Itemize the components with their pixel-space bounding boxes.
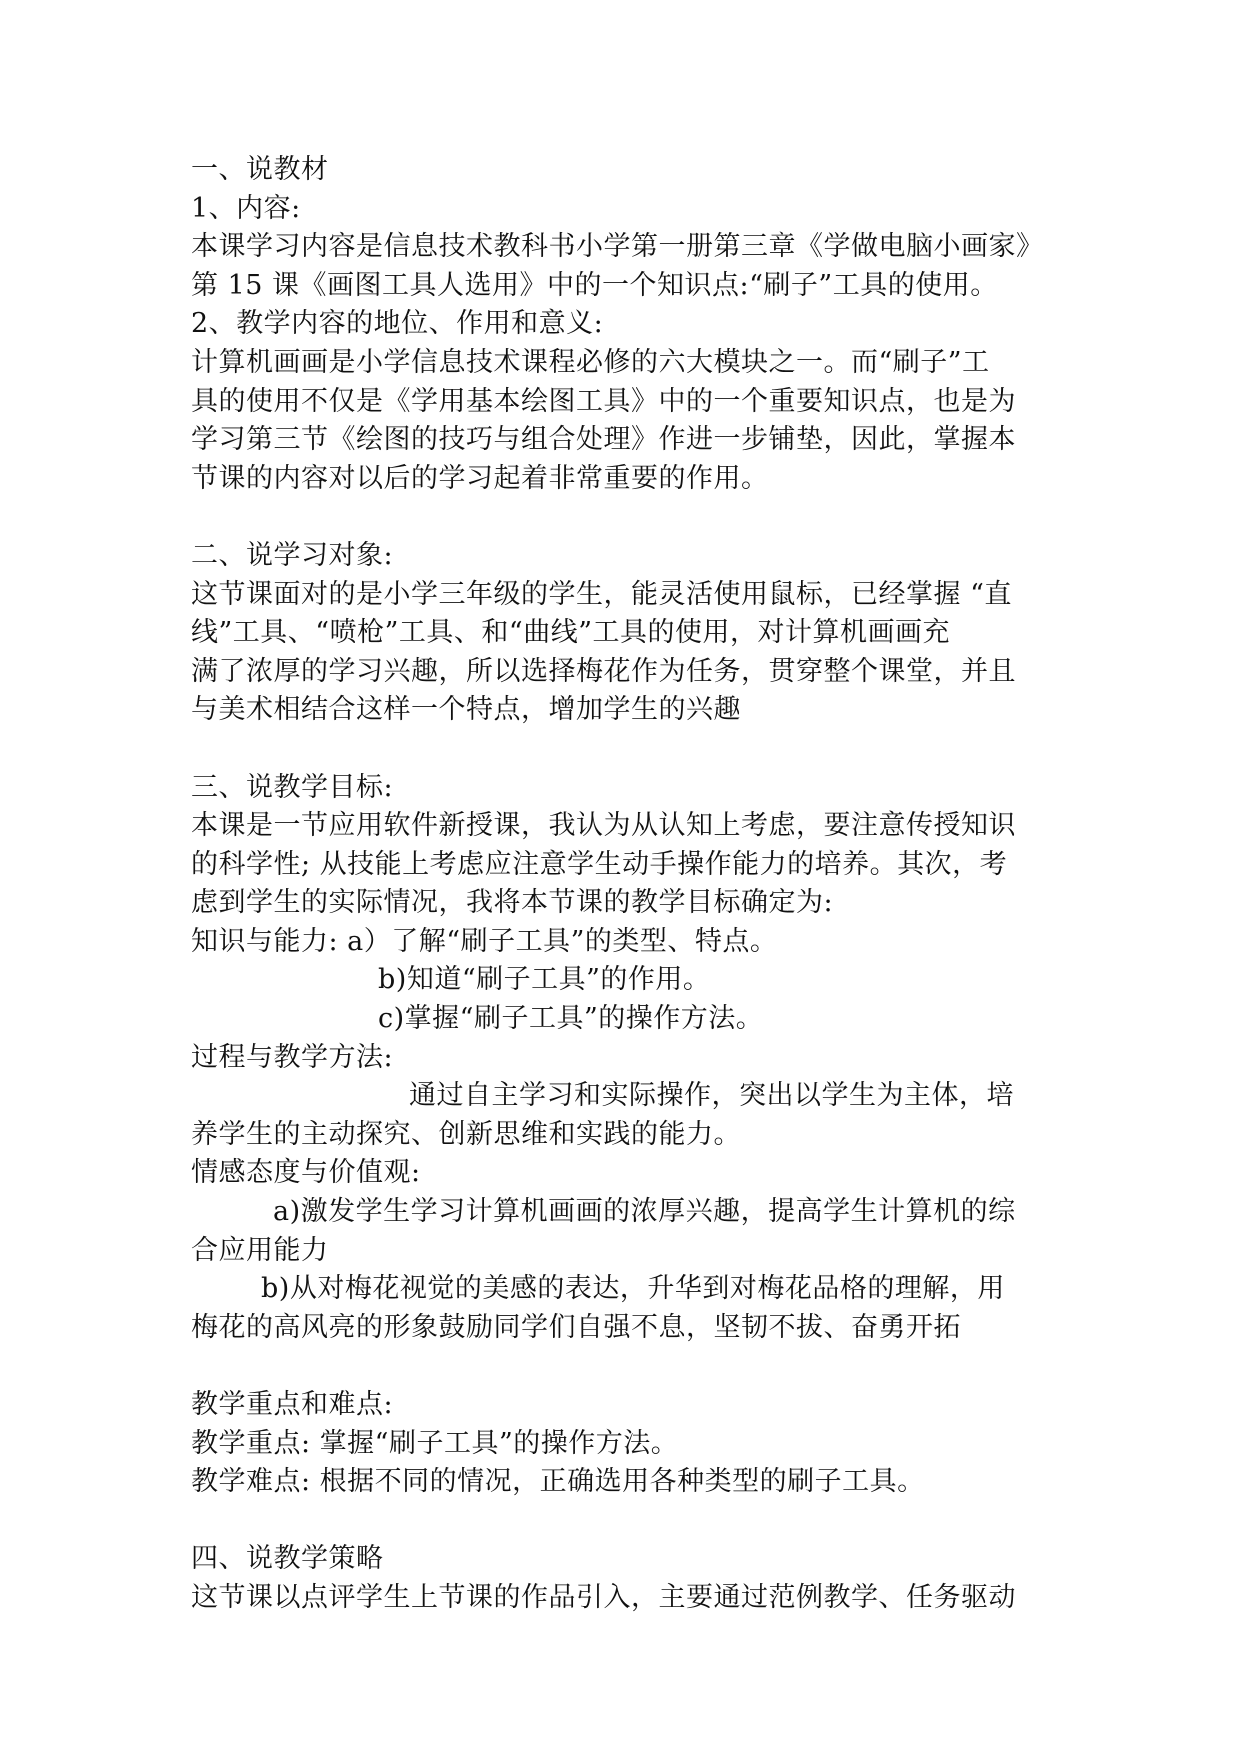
subheading-status-role-significance: 2、教学内容的地位、作用和意义: [191, 308, 604, 340]
paragraph-line: 计算机画画是小学信息技术课程必修的六大模块之一。而“刷子”工 [191, 346, 990, 378]
difficult-point: 教学难点: 根据不同的情况，正确选用各种类型的刷子工具。 [191, 1466, 925, 1498]
paragraph-line: 本课是一节应用软件新授课，我认为从认知上考虑，要注意传授知识 [191, 810, 1016, 842]
paragraph-line: 梅花的高风亮的形象鼓励同学们自强不息，坚韧不拔、奋勇开拓 [191, 1311, 961, 1343]
section-heading-teaching-objectives: 三、说教学目标: [191, 771, 394, 803]
paragraph-line: 虑到学生的实际情况，我将本节课的教学目标确定为: [191, 887, 834, 919]
blank-line [191, 498, 1051, 537]
paragraph-line: 的科学性; 从技能上考虑应注意学生动手操作能力的培养。其次，考 [191, 848, 1008, 880]
key-point: 教学重点: 掌握“刷子工具”的操作方法。 [191, 1427, 679, 1459]
paragraph-line: 通过自主学习和实际操作，突出以学生为主体，培 [409, 1080, 1014, 1112]
section-heading-learners: 二、说学习对象: [191, 539, 394, 571]
blank-line [191, 1347, 1051, 1386]
objective-emotion-b: b)从对梅花视觉的美感的表达，升华到对梅花品格的理解，用 [261, 1273, 1005, 1305]
paragraph-line: 这节课以点评学生上节课的作品引入，主要通过范例教学、任务驱动 [191, 1581, 1016, 1613]
paragraph-line: 与美术相结合这样一个特点，增加学生的兴趣 [191, 694, 741, 726]
objective-knowledge-b: b)知道“刷子工具”的作用。 [378, 964, 711, 996]
paragraph-line: 线”工具、“喷枪”工具、和“曲线”工具的使用，对计算机画画充 [191, 617, 951, 649]
objective-emotion-a: a)激发学生学习计算机画画的浓厚兴趣，提高学生计算机的综 [273, 1196, 1016, 1228]
subheading-key-difficult-points: 教学重点和难点: [191, 1389, 394, 1420]
paragraph-line: 第 15 课《画图工具人选用》中的一个知识点:“刷子”工具的使用。 [191, 269, 998, 301]
paragraph-line: 学习第三节《绘图的技巧与组合处理》作进一步铺垫，因此，掌握本 [191, 424, 1016, 456]
objective-knowledge-c: c)掌握“刷子工具”的操作方法。 [378, 1003, 764, 1035]
paragraph-line: 本课学习内容是信息技术教科书小学第一册第三章《学做电脑小画家》 [191, 231, 1044, 263]
blank-line [191, 730, 1051, 769]
subheading-content: 1、内容: [191, 192, 301, 224]
subheading-emotion-values: 情感态度与价值观: [191, 1157, 421, 1189]
section-heading-teaching-material: 一、说教材 [191, 154, 329, 185]
paragraph-line: 合应用能力 [191, 1234, 329, 1266]
blank-line [191, 1502, 1051, 1541]
subheading-process-method: 过程与教学方法: [191, 1041, 394, 1073]
document-body [191, 151, 1051, 1618]
objective-knowledge-a: 知识与能力: a）了解“刷子工具”的类型、特点。 [191, 925, 778, 957]
paragraph-line: 满了浓厚的学习兴趣，所以选择梅花作为任务，贯穿整个课堂，并且 [191, 655, 1016, 687]
section-heading-teaching-strategy: 四、说教学策略 [191, 1543, 384, 1575]
paragraph-line: 具的使用不仅是《学用基本绘图工具》中的一个重要知识点，也是为 [191, 385, 1016, 417]
paragraph-line: 这节课面对的是小学三年级的学生，能灵活使用鼠标，已经掌握 “直 [191, 578, 1012, 610]
paragraph-line: 节课的内容对以后的学习起着非常重要的作用。 [191, 462, 769, 494]
paragraph-line: 养学生的主动探究、创新思维和实践的能力。 [191, 1118, 741, 1150]
